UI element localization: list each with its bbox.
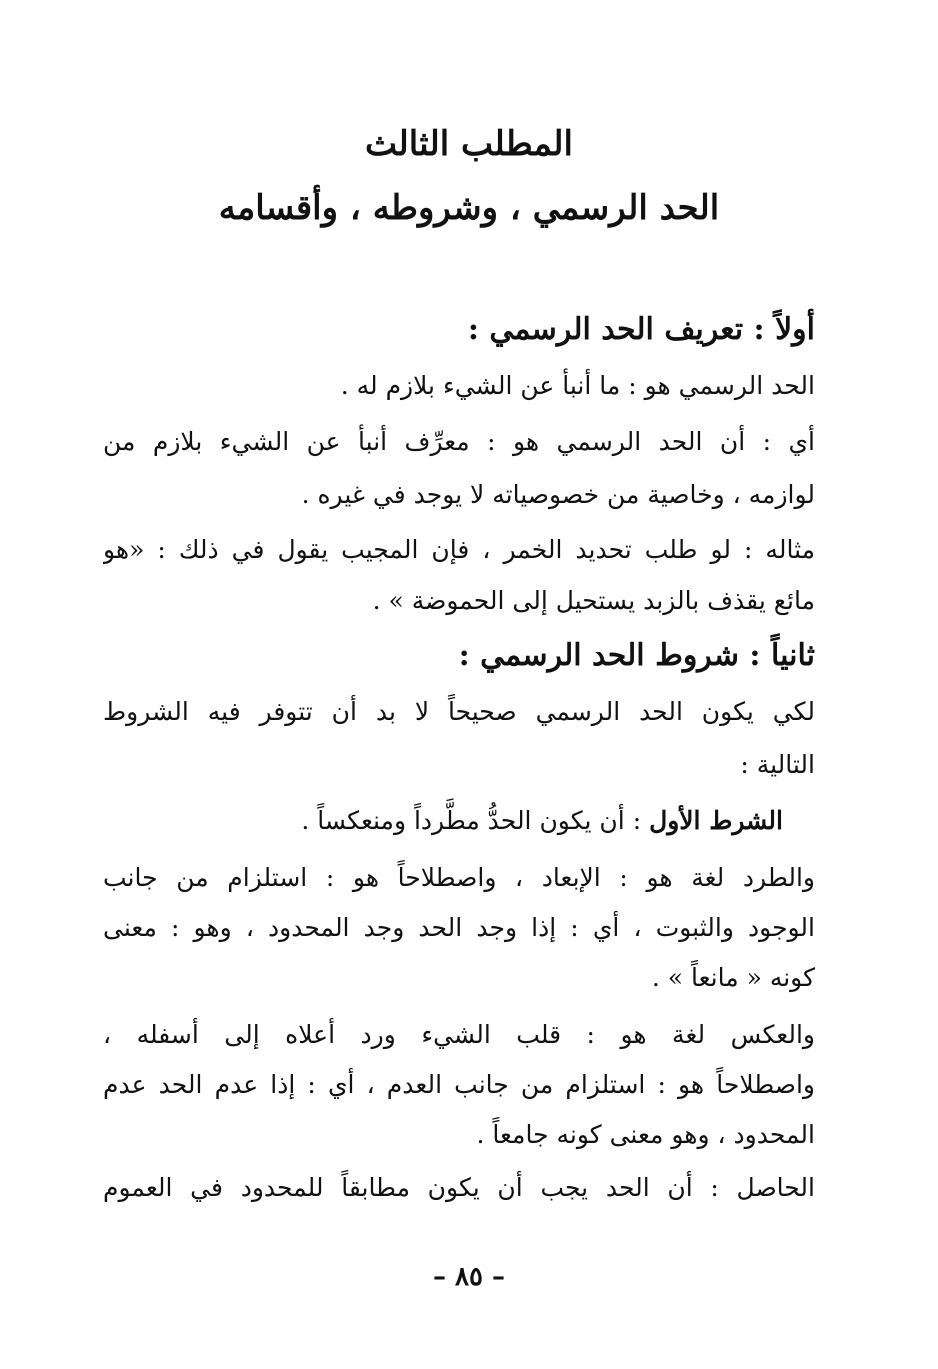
section-subtitle: الحد الرسمي ، وشروطه ، وأقسامه: [218, 188, 720, 228]
paragraph-line: لكي يكون الحد الرسمي صحيحاً لا بد أن تتوفر فيه الشروط: [103, 697, 815, 726]
condition-label: الشرط الأول: [649, 806, 783, 835]
paragraph-line: كونه « مانعاً » .: [651, 963, 815, 992]
paragraph-line: التالية :: [740, 750, 815, 779]
paragraph-line: الوجود والثبوت ، أي : إذا وجد الحد وجد المحدود ، وهو : معنى: [103, 913, 815, 942]
paragraph-line: مثاله : لو طلب تحديد الخمر ، فإن المجيب يقول في ذلك : «هو: [103, 535, 815, 564]
paragraph-line: لوازمه ، وخاصية من خصوصياته لا يوجد في غيره .: [301, 480, 815, 509]
heading-definition: أولاً : تعريف الحد الرسمي :: [467, 312, 815, 347]
heading-conditions: ثانياً : شروط الحد الرسمي :: [458, 638, 815, 673]
paragraph-line: واصطلاحاً هو : استلزام من جانب العدم ، أي : إذا عدم الحد عدم: [103, 1070, 815, 1099]
page-number: – ٨٥ –: [432, 1262, 506, 1292]
paragraph-line: الحاصل : أن الحد يجب أن يكون مطابقاً للمحدود في العموم: [103, 1173, 815, 1202]
condition-text: : أن يكون الحدُّ مطَّرداً ومنعكساً .: [301, 806, 650, 835]
condition-first: [301, 803, 783, 839]
paragraph-line: والعكس لغة هو : قلب الشيء ورد أعلاه إلى أسفله ،: [103, 1020, 815, 1049]
paragraph-line: والطرد لغة هو : الإبعاد ، واصطلاحاً هو : استلزام من جانب: [103, 863, 815, 892]
paragraph-line: المحدود ، وهو معنى كونه جامعاً .: [476, 1120, 815, 1149]
paragraph-line: أي : أن الحد الرسمي هو : معرِّف أنبأ عن الشيء بلازم من: [103, 427, 815, 456]
paragraph-line: مائع يقذف بالزبد يستحيل إلى الحموضة » .: [372, 586, 815, 615]
paragraph-line: الحد الرسمي هو : ما أنبأ عن الشيء بلازم له .: [340, 371, 815, 400]
section-title: المطلب الثالث: [364, 124, 573, 164]
